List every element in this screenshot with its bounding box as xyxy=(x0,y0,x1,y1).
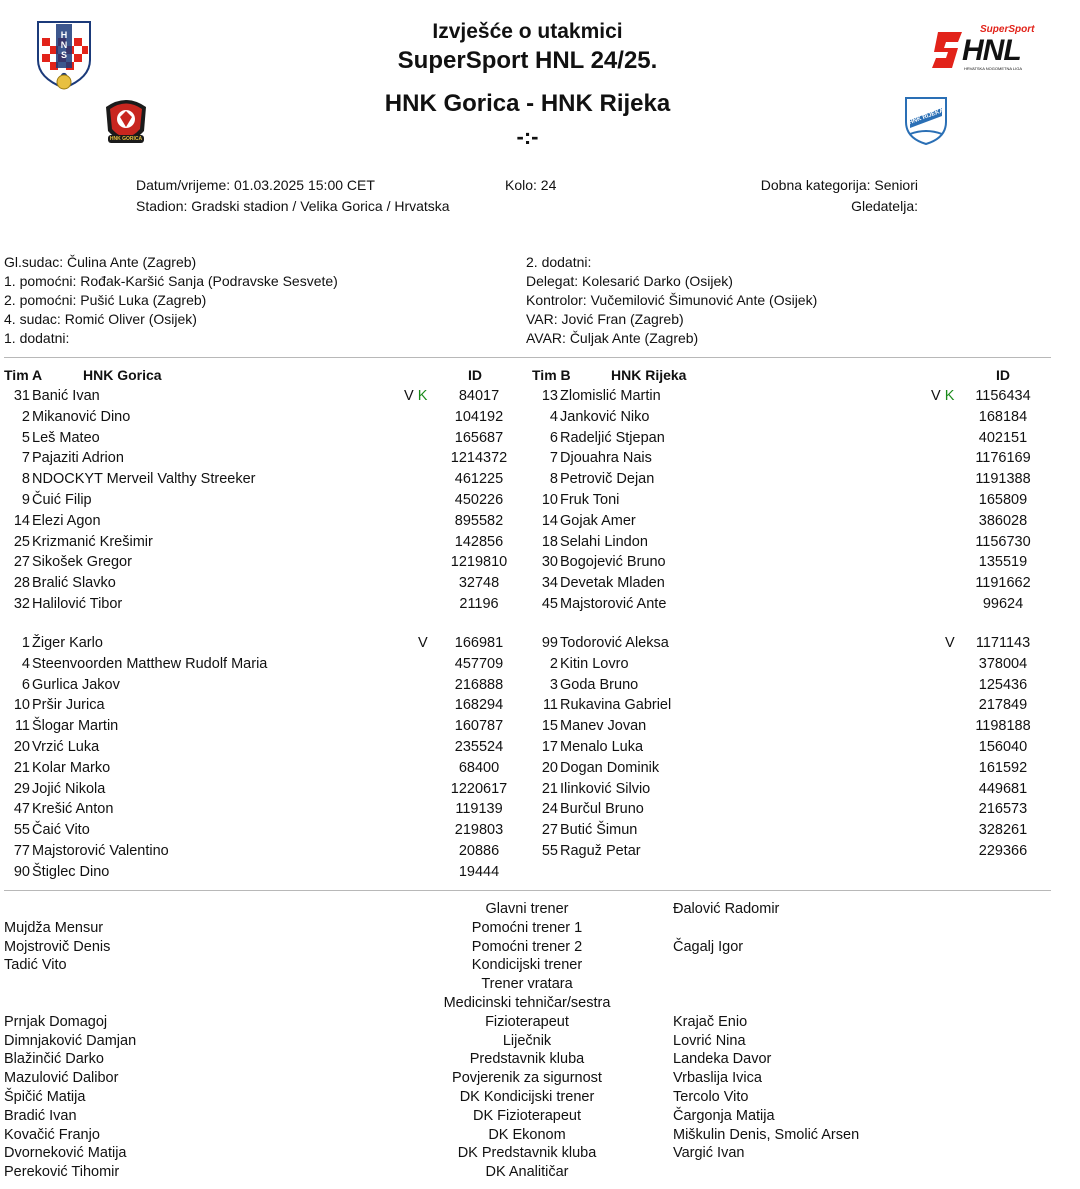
player-name: Gojak Amer xyxy=(560,512,636,529)
team-a-id-header: ID xyxy=(468,367,482,383)
staff-role: DK Ekonom xyxy=(488,1126,566,1143)
player-row xyxy=(4,675,524,695)
player-row xyxy=(532,594,1052,614)
player-name: Elezi Agon xyxy=(32,512,101,529)
team-a-name: HNK Gorica xyxy=(83,367,162,383)
player-id: 156040 xyxy=(978,739,1028,755)
staff-home: Pereković Tihomir xyxy=(4,1164,120,1181)
player-name: NDOCKYT Merveil Valthy Streeker xyxy=(32,471,256,488)
player-number: 99 xyxy=(541,635,558,651)
match-score: -:- xyxy=(516,124,539,149)
player-number: 7 xyxy=(21,450,30,467)
player-id: 328261 xyxy=(978,822,1028,839)
staff-role: Povjerenik za sigurnost xyxy=(452,1070,602,1087)
player-number: 90 xyxy=(13,863,30,880)
staff-role: DK Analitičar xyxy=(485,1164,569,1181)
player-id: 142856 xyxy=(454,533,504,550)
staff-role: Glavni trener xyxy=(485,901,569,917)
player-number: 77 xyxy=(13,843,30,859)
staff-away: Krajač Enio xyxy=(673,1013,748,1030)
goalkeeper-flag: V xyxy=(404,388,418,404)
player-name: Ilinković Silvio xyxy=(560,780,651,797)
player-name: Krizmanić Krešimir xyxy=(32,533,153,550)
player-number: 29 xyxy=(13,780,30,797)
player-id: 160787 xyxy=(454,718,504,735)
player-row xyxy=(4,633,524,653)
player-row xyxy=(532,532,1052,552)
player-name: Leš Mateo xyxy=(32,429,100,446)
player-row xyxy=(532,448,1052,468)
player-id: 135519 xyxy=(978,554,1028,571)
goalkeeper-flag: V xyxy=(418,635,428,651)
player-id: 1176169 xyxy=(975,450,1031,467)
player-id: 21196 xyxy=(459,596,499,612)
player-id: 1220617 xyxy=(450,780,508,797)
player-row xyxy=(4,695,524,715)
player-number: 34 xyxy=(541,575,558,592)
player-row xyxy=(4,716,524,736)
player-number: 10 xyxy=(13,697,30,714)
player-name: Majstorović Ante xyxy=(560,596,667,612)
player-name: Gurlica Jakov xyxy=(32,676,120,693)
goalkeeper-flag: V xyxy=(931,388,945,404)
captain-flag: K xyxy=(417,388,428,404)
player-row xyxy=(532,799,1052,819)
player-number: 1 xyxy=(21,635,30,651)
staff-role: Medicinski tehničar/sestra xyxy=(443,995,611,1011)
age-category: Dobna kategorija: Seniori xyxy=(760,177,918,193)
player-row xyxy=(532,386,1052,406)
player-row xyxy=(532,654,1052,674)
player-name: Manev Jovan xyxy=(560,718,647,735)
player-number: 25 xyxy=(13,533,30,550)
player-id: 32748 xyxy=(458,575,500,592)
team-b-name: HNK Rijeka xyxy=(611,367,687,383)
player-number: 14 xyxy=(541,512,558,529)
official-entry: Kontrolor: Vučemilović Šimunović Ante (Osijek) xyxy=(526,292,818,308)
staff-role: DK Fizioterapeut xyxy=(473,1107,581,1124)
player-id: 1156730 xyxy=(975,533,1031,550)
player-number: 24 xyxy=(541,801,558,818)
staff-home: Bradić Ivan xyxy=(4,1107,77,1124)
player-name: Šlogar Martin xyxy=(32,718,119,735)
official-entry: 2. pomoćni: Pušić Luka (Zagreb) xyxy=(4,292,207,308)
competition-title: SuperSport HNL 24/25. xyxy=(397,47,658,74)
player-name: Žiger Karlo xyxy=(32,635,103,651)
player-row xyxy=(532,737,1052,757)
player-id: 402151 xyxy=(978,429,1028,446)
player-row xyxy=(4,758,524,778)
staff-role: Pomoćni trener 1 xyxy=(471,919,583,936)
player-row xyxy=(4,552,524,572)
player-number: 27 xyxy=(13,554,30,571)
staff-away: Miškulin Denis, Smolić Arsen xyxy=(673,1126,860,1143)
player-row xyxy=(4,469,524,489)
player-name: Sikošek Gregor xyxy=(32,554,132,571)
shnl-sub: HRVATSKA NOGOMETNA LIGA xyxy=(964,66,1023,71)
player-name: Radeljić Stjepan xyxy=(560,429,665,446)
player-id: 166981 xyxy=(454,635,504,651)
player-name: Raguž Petar xyxy=(560,843,641,859)
player-row xyxy=(4,841,524,861)
player-number: 30 xyxy=(541,554,558,571)
player-id: 165809 xyxy=(978,492,1028,508)
player-id: 216888 xyxy=(454,676,504,693)
player-name: Jojić Nikola xyxy=(32,780,106,797)
staff-away: Đalović Radomir xyxy=(673,901,780,917)
player-name: Halilović Tibor xyxy=(32,596,123,612)
player-number: 14 xyxy=(13,512,30,529)
player-id: 104192 xyxy=(454,408,504,425)
staff-home: Mojstrovič Denis xyxy=(4,938,111,955)
player-number: 4 xyxy=(549,408,558,425)
player-name: Čuić Filip xyxy=(32,492,92,508)
goalkeeper-flag: V xyxy=(945,635,955,651)
player-row xyxy=(4,737,524,757)
staff-home: Prnjak Domagoj xyxy=(4,1013,108,1030)
player-row xyxy=(4,448,524,468)
player-row xyxy=(4,532,524,552)
player-name: Janković Niko xyxy=(560,408,650,425)
player-number: 13 xyxy=(541,388,558,404)
player-id: 229366 xyxy=(978,843,1028,859)
player-name: Steenvoorden Matthew Rudolf Maria xyxy=(32,655,268,672)
player-flags xyxy=(404,386,427,406)
player-number: 10 xyxy=(541,492,558,508)
player-number: 3 xyxy=(549,676,558,693)
player-row xyxy=(532,820,1052,840)
player-row xyxy=(4,779,524,799)
player-name: Krešić Anton xyxy=(32,801,114,818)
stadium: Stadion: Gradski stadion / Velika Gorica / Hrvatska xyxy=(136,198,450,214)
player-number: 31 xyxy=(13,388,30,404)
player-id: 216573 xyxy=(978,801,1028,818)
player-name: Petrovič Dejan xyxy=(560,471,655,488)
shnl-brand: SuperSport xyxy=(980,24,1035,35)
official-entry: 2. dodatni: xyxy=(526,254,592,270)
player-id: 119139 xyxy=(455,801,503,818)
player-number: 8 xyxy=(549,471,558,488)
player-number: 20 xyxy=(13,739,30,755)
player-number: 8 xyxy=(21,471,30,488)
player-name: Bralić Slavko xyxy=(32,575,116,592)
staff-home: Blažinčić Darko xyxy=(4,1051,104,1068)
player-id: 68400 xyxy=(458,759,500,776)
player-number: 11 xyxy=(14,718,30,735)
player-id: 235524 xyxy=(454,739,504,755)
match-round: Kolo: 24 xyxy=(505,177,557,193)
player-number: 17 xyxy=(541,739,558,755)
player-id: 84017 xyxy=(458,388,500,404)
player-row xyxy=(532,633,1052,653)
staff-role: Pomoćni trener 2 xyxy=(471,938,583,955)
player-name: Mikanović Dino xyxy=(32,408,131,425)
player-number: 55 xyxy=(13,822,30,839)
team-a-label: Tim A xyxy=(4,367,43,383)
player-flags xyxy=(931,386,954,406)
player-name: Čaić Vito xyxy=(32,822,90,839)
player-row xyxy=(532,675,1052,695)
player-id: 450226 xyxy=(454,492,504,508)
staff-role: Trener vratara xyxy=(481,976,573,993)
player-id: 386028 xyxy=(978,512,1028,529)
player-id: 378004 xyxy=(978,655,1028,672)
player-row xyxy=(532,716,1052,736)
player-id: 1214372 xyxy=(450,450,508,467)
player-id: 168184 xyxy=(978,408,1028,425)
staff-away: Čagalj Igor xyxy=(673,938,744,955)
player-number: 21 xyxy=(13,759,30,776)
player-id: 19444 xyxy=(458,863,500,880)
staff-home: Špičić Matija xyxy=(4,1089,86,1105)
player-row xyxy=(532,469,1052,489)
player-number: 9 xyxy=(21,492,30,508)
player-number: 6 xyxy=(549,429,558,446)
staff-away: Tercolo Vito xyxy=(673,1089,749,1105)
staff-away: Vargić Ivan xyxy=(673,1145,745,1162)
player-row xyxy=(532,573,1052,593)
team-separator: - xyxy=(526,90,535,117)
player-id: 1191388 xyxy=(975,471,1031,488)
player-number: 2 xyxy=(549,655,558,672)
player-name: Fruk Toni xyxy=(560,492,620,508)
player-name: Bogojević Bruno xyxy=(560,554,666,571)
official-entry: VAR: Jović Fran (Zagreb) xyxy=(526,311,684,327)
team-b-label: Tim B xyxy=(532,367,571,383)
player-number: 11 xyxy=(542,697,558,714)
player-row xyxy=(532,552,1052,572)
player-id: 457709 xyxy=(454,655,504,672)
player-number: 6 xyxy=(21,676,30,693)
staff-away: Lovrić Nina xyxy=(673,1032,746,1049)
player-name: Pajaziti Adrion xyxy=(32,450,124,467)
player-row xyxy=(4,862,524,882)
hns-logo-text: HNS xyxy=(59,30,69,60)
staff-role: Fizioterapeut xyxy=(485,1013,569,1030)
player-number: 28 xyxy=(13,575,30,592)
player-row xyxy=(532,511,1052,531)
staff-away: Čargonja Matija xyxy=(673,1107,775,1124)
match-datetime: Datum/vrijeme: 01.03.2025 15:00 CET xyxy=(136,177,375,193)
player-number: 7 xyxy=(549,450,558,467)
player-row xyxy=(4,799,524,819)
player-name: Djouahra Nais xyxy=(560,450,652,467)
player-number: 2 xyxy=(21,408,30,425)
player-number: 55 xyxy=(541,843,558,859)
player-row xyxy=(532,428,1052,448)
player-name: Butić Šimun xyxy=(560,822,638,839)
player-name: Selahi Lindon xyxy=(560,533,648,550)
rijeka-logo-text: HNK RIJEKA xyxy=(908,107,945,127)
player-name: Majstorović Valentino xyxy=(32,843,169,859)
official-entry: Gl.sudac: Čulina Ante (Zagreb) xyxy=(4,254,197,270)
player-number: 32 xyxy=(13,596,30,612)
player-row xyxy=(4,386,524,406)
player-name: Vrzić Luka xyxy=(32,739,100,755)
player-id: 1171143 xyxy=(975,635,1031,651)
divider-top xyxy=(4,357,1051,358)
staff-home: Tadić Vito xyxy=(4,957,67,974)
gorica-logo-text: HNK GORICA xyxy=(109,136,143,142)
shnl-text: HNL xyxy=(962,34,1021,67)
official-entry: 1. pomoćni: Rođak-Karšić Sanja (Podravske Sesvete) xyxy=(4,273,338,289)
player-number: 45 xyxy=(541,596,558,612)
player-number: 15 xyxy=(541,718,558,735)
player-name: Dogan Dominik xyxy=(560,759,660,776)
staff-away: Vrbaslija Ivica xyxy=(673,1070,762,1087)
player-flags xyxy=(945,633,955,653)
official-entry: 1. dodatni: xyxy=(4,330,70,346)
staff-role: DK Kondicijski trener xyxy=(459,1089,595,1105)
staff-home: Mazulović Dalibor xyxy=(4,1070,119,1087)
player-row xyxy=(532,695,1052,715)
player-number: 47 xyxy=(13,801,30,818)
player-id: 161592 xyxy=(978,759,1028,776)
staff-home: Dimnjaković Damjan xyxy=(4,1032,137,1049)
staff-home: Kovačić Franjo xyxy=(4,1126,100,1143)
player-id: 1219810 xyxy=(450,554,508,571)
staff-home: Dvorneković Matija xyxy=(4,1145,127,1162)
player-number: 18 xyxy=(541,533,558,550)
player-id: 219803 xyxy=(454,822,504,839)
player-row xyxy=(4,654,524,674)
player-row xyxy=(4,820,524,840)
staff-role: Kondicijski trener xyxy=(471,957,583,974)
staff-role: Predstavnik kluba xyxy=(469,1051,585,1068)
player-id: 125436 xyxy=(978,676,1028,693)
player-flags xyxy=(418,633,428,653)
player-id: 1156434 xyxy=(975,388,1031,404)
player-name: Kolar Marko xyxy=(32,759,111,776)
captain-flag: K xyxy=(944,388,955,404)
spectators: Gledatelja: xyxy=(851,198,918,214)
player-row xyxy=(4,490,524,510)
match-title xyxy=(0,90,1055,118)
player-name: Štiglec Dino xyxy=(32,863,110,880)
player-number: 21 xyxy=(541,780,558,797)
player-id: 1198188 xyxy=(975,718,1031,735)
player-id: 165687 xyxy=(454,429,504,446)
player-name: Rukavina Gabriel xyxy=(560,697,672,714)
official-entry: Delegat: Kolesarić Darko (Osijek) xyxy=(526,273,733,289)
player-row xyxy=(4,573,524,593)
player-name: Pršir Jurica xyxy=(32,697,105,714)
player-row xyxy=(532,779,1052,799)
player-name: Menalo Luka xyxy=(560,739,644,755)
player-row xyxy=(4,594,524,614)
player-number: 4 xyxy=(21,655,30,672)
player-row xyxy=(532,407,1052,427)
player-number: 5 xyxy=(21,429,30,446)
player-id: 461225 xyxy=(454,471,504,488)
official-entry: AVAR: Čuljak Ante (Zagreb) xyxy=(526,330,699,346)
staff-role: Liječnik xyxy=(502,1032,552,1049)
player-row xyxy=(532,758,1052,778)
player-name: Goda Bruno xyxy=(560,676,639,693)
player-id: 217849 xyxy=(978,697,1028,714)
player-id: 168294 xyxy=(454,697,504,714)
player-name: Todorović Aleksa xyxy=(560,635,669,651)
player-id: 895582 xyxy=(454,512,504,529)
player-number: 20 xyxy=(541,759,558,776)
player-name: Zlomislić Martin xyxy=(560,388,661,404)
staff-away: Landeka Davor xyxy=(673,1051,772,1068)
divider-bottom xyxy=(4,890,1051,891)
player-name: Burčul Bruno xyxy=(560,801,644,818)
player-name: Devetak Mladen xyxy=(560,575,665,592)
player-id: 1191662 xyxy=(975,575,1031,592)
away-team-title: HNK Rijeka xyxy=(540,90,671,117)
player-row xyxy=(532,841,1052,861)
player-number: 27 xyxy=(541,822,558,839)
player-name: Banić Ivan xyxy=(32,388,100,404)
official-entry: 4. sudac: Romić Oliver (Osijek) xyxy=(4,311,197,327)
home-team-title: HNK Gorica xyxy=(384,90,520,117)
report-title: Izvješće o utakmici xyxy=(432,20,623,43)
team-b-id-header: ID xyxy=(996,367,1010,383)
player-row xyxy=(4,428,524,448)
staff-role: DK Predstavnik kluba xyxy=(457,1145,597,1162)
player-row xyxy=(4,407,524,427)
player-name: Kitin Lovro xyxy=(560,655,629,672)
player-id: 20886 xyxy=(458,843,500,859)
player-row xyxy=(532,490,1052,510)
player-row xyxy=(4,511,524,531)
staff-home: Mujdža Mensur xyxy=(4,919,104,936)
player-id: 449681 xyxy=(978,780,1028,797)
player-id: 99624 xyxy=(982,596,1024,612)
